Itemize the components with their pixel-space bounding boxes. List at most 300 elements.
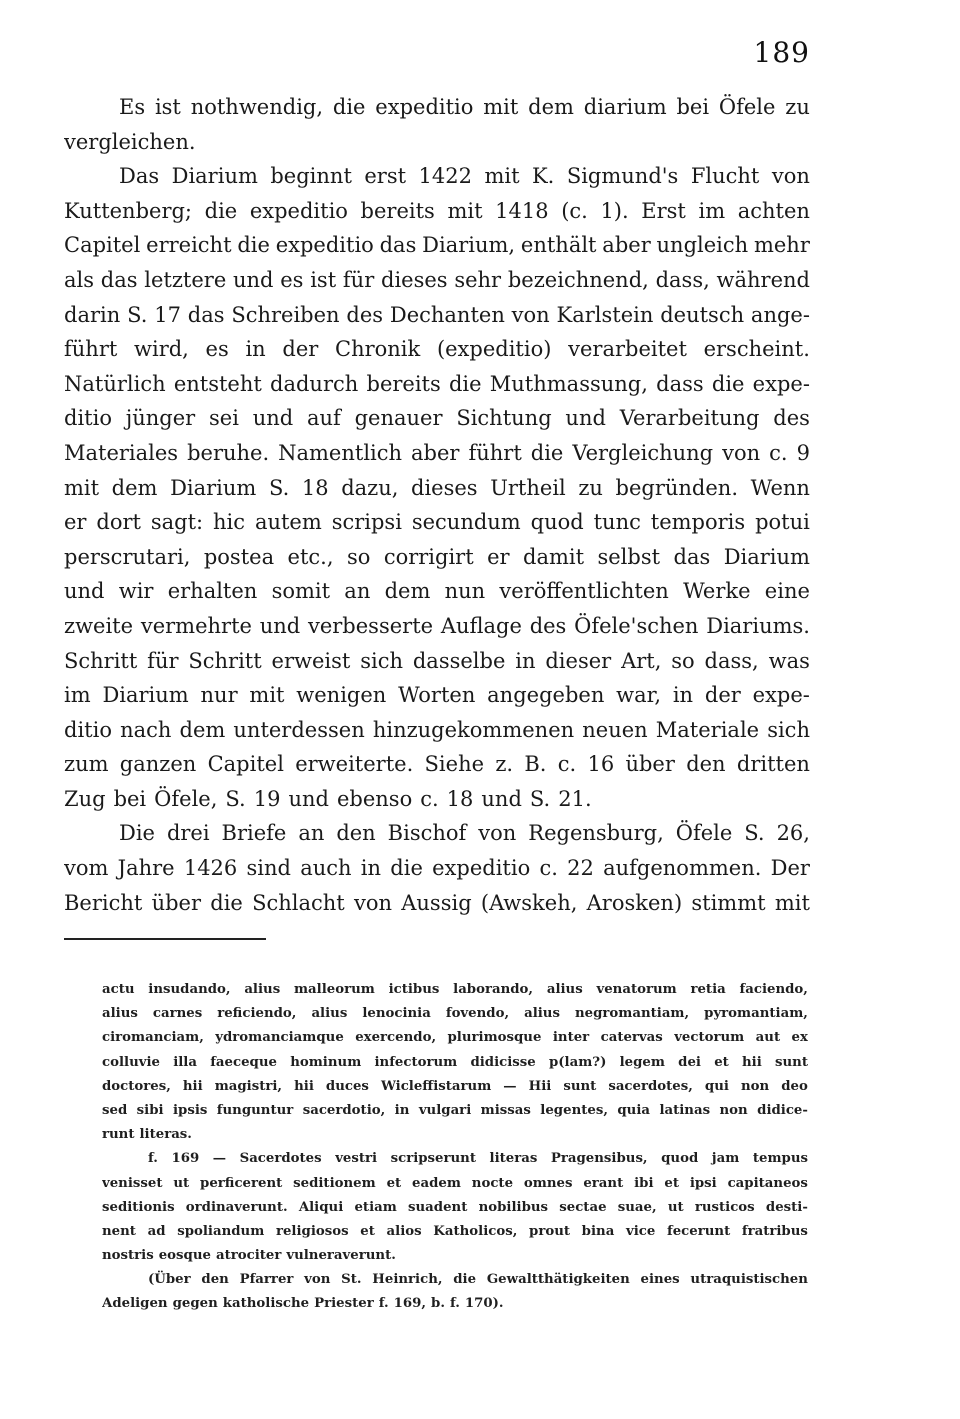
text-line (64, 90, 810, 125)
word: Bischof (387, 821, 467, 846)
text-line (64, 782, 810, 817)
word: exercendo, (355, 1030, 437, 1046)
text-line (64, 159, 810, 194)
word: es (205, 337, 229, 362)
word: Diarium (723, 544, 810, 569)
word: für (342, 267, 375, 292)
word: sunt (775, 1054, 808, 1070)
footnote-line (102, 1002, 808, 1026)
word: in (245, 337, 266, 362)
word: während (716, 267, 810, 292)
word: legentes, (540, 1102, 608, 1118)
word: wenigen (296, 683, 387, 708)
word: K. (531, 164, 555, 189)
word: vom (64, 856, 109, 881)
word: alius (102, 1006, 138, 1022)
word: gegen (172, 1296, 218, 1312)
word: alius (311, 1006, 348, 1022)
word: angegeben (487, 683, 605, 708)
word: von (511, 302, 550, 327)
word: bei (113, 786, 147, 811)
word: von (353, 890, 392, 915)
word: ipsi (689, 1175, 717, 1191)
word: stimmt (691, 890, 766, 915)
word: dasselbe (412, 648, 506, 673)
word: nostris (102, 1248, 154, 1264)
word: f. (148, 1151, 158, 1167)
word: und (288, 786, 329, 811)
word: verbesserte (307, 613, 434, 638)
word: plurimosque (447, 1030, 542, 1046)
word: lenocinia (362, 1006, 431, 1022)
word: die (390, 856, 423, 881)
word: erst (364, 164, 407, 189)
word: des (346, 302, 384, 327)
word: quia (617, 1102, 651, 1118)
text-line (64, 401, 810, 436)
word: zu (578, 475, 603, 500)
word: Zug (64, 786, 106, 811)
word: und (233, 267, 274, 292)
word: St. (341, 1272, 362, 1288)
word: die (711, 371, 745, 396)
word: Priester (314, 1296, 374, 1312)
word: hii (294, 1078, 314, 1094)
word: von (771, 164, 810, 189)
word: von (478, 821, 517, 846)
word: eosque (158, 1248, 211, 1264)
word: ydromanciamque (215, 1030, 344, 1046)
word: den (336, 821, 376, 846)
word: scripsi (331, 510, 402, 535)
word: erant (583, 1175, 624, 1191)
word: sagt: (150, 510, 204, 535)
word: quod (530, 510, 584, 535)
word: z. (495, 752, 514, 777)
word: qui (704, 1078, 729, 1094)
word: laborando, (453, 982, 534, 997)
word: non (740, 1078, 770, 1094)
word: den (201, 1272, 229, 1288)
word: ibi (634, 1175, 654, 1191)
word: Öfele'schen (574, 613, 699, 638)
word: bei (676, 95, 710, 119)
word: sind (246, 856, 291, 881)
word: eine (764, 579, 810, 604)
word: c. (769, 440, 788, 465)
word: so (671, 648, 695, 673)
word: hinzugekommenen (372, 717, 575, 742)
word: es (280, 267, 304, 292)
word: Schritt (64, 648, 138, 673)
word: omnes (523, 1175, 573, 1191)
word: S. (225, 786, 246, 811)
text-line (64, 886, 810, 921)
word: dadurch (270, 371, 359, 396)
word: expeditio (275, 233, 374, 258)
word: Aussig (401, 890, 472, 915)
word: 18 (446, 786, 474, 811)
word: magistri, (214, 1078, 283, 1094)
word: alius (524, 1006, 560, 1022)
word: Das (119, 164, 160, 189)
word: b. (431, 1296, 445, 1312)
word: insudando, (148, 982, 231, 997)
page-number: 189 (753, 36, 810, 69)
word: Arosken) (586, 890, 683, 915)
word: secundum (411, 510, 521, 535)
word: Katholicos, (433, 1223, 518, 1239)
word: missas (480, 1102, 531, 1118)
word: auch (300, 856, 352, 881)
word: Briefe (221, 821, 287, 846)
word: 1422 (418, 164, 472, 189)
word: inter (552, 1030, 590, 1046)
word: (c. (561, 198, 588, 223)
word: eines (640, 1272, 680, 1288)
word: 17 (154, 302, 181, 327)
word: bezeichnend, (507, 267, 649, 292)
word: zweite (64, 613, 134, 638)
word: faciendo, (739, 982, 808, 997)
word: vice (625, 1223, 656, 1239)
word: hii (182, 1078, 203, 1094)
word: er (64, 510, 87, 535)
word: Materiale (655, 717, 760, 742)
word: literas. (139, 1127, 192, 1143)
word: Urtheil (490, 475, 566, 500)
word: capitaneos (727, 1175, 808, 1191)
word: Dechanten (389, 302, 505, 327)
word: von (304, 1272, 331, 1288)
word: dieser (545, 648, 612, 673)
word: ange- (750, 302, 810, 327)
word: sacerdotio, (302, 1102, 386, 1118)
word: Verarbeitung (619, 406, 760, 431)
word: Pragensibus, (550, 1151, 648, 1167)
word: enthält (520, 233, 597, 258)
word: Schritt (188, 648, 262, 673)
word: den (686, 752, 726, 777)
word: Öfele, (154, 786, 218, 811)
word: atrociter (215, 1248, 282, 1264)
word: aber (411, 440, 460, 465)
word: S. (268, 475, 290, 500)
word: utraquistischen (690, 1272, 808, 1288)
word: nobilibus (478, 1199, 549, 1215)
word: runt (102, 1127, 135, 1143)
word: Der (770, 856, 810, 881)
word: actu (102, 982, 135, 997)
word: erscheint. (703, 337, 810, 362)
footnote-line (102, 1220, 808, 1244)
word: hominum (290, 1054, 362, 1070)
word: beginnt (270, 164, 352, 189)
word: katholische (222, 1296, 310, 1312)
text-line (64, 609, 810, 644)
word: religiosos (275, 1223, 349, 1239)
word: ist (310, 267, 337, 292)
word: Sigmund's (566, 164, 679, 189)
word: dort (96, 510, 141, 535)
word: 16 (587, 752, 615, 777)
word: die (237, 233, 270, 258)
word: diarium (583, 95, 667, 119)
word: nothwendig, (190, 95, 324, 119)
footnote-line (102, 1075, 808, 1099)
word: perficerent (200, 1175, 283, 1191)
word: ad (147, 1223, 166, 1239)
word: tempus (752, 1151, 808, 1167)
footnote-line (102, 1123, 808, 1147)
word: dass (656, 371, 704, 396)
word: Sichtung (456, 406, 552, 431)
word: letztere (144, 267, 227, 292)
word: rusticos (694, 1199, 755, 1215)
word: 170). (464, 1296, 504, 1312)
word: vulgari (418, 1102, 472, 1118)
word: ditio (64, 406, 112, 431)
footnotes-body (102, 978, 808, 1317)
word: faeceque (210, 1054, 277, 1070)
word: an (344, 579, 371, 604)
word: doctores, (102, 1078, 171, 1094)
word: desti- (765, 1199, 808, 1215)
footnote-line (102, 1172, 808, 1196)
word: in (672, 683, 694, 708)
footnote-line (102, 1099, 808, 1123)
word: Art, (621, 648, 662, 673)
word: alius (244, 982, 281, 997)
word: Hii (528, 1078, 552, 1094)
word: 18 (301, 475, 329, 500)
word: Capitel (64, 233, 141, 258)
word: sacerdotes, (608, 1078, 693, 1094)
word: funguntur (216, 1102, 294, 1118)
text-line (64, 747, 810, 782)
word: Aliqui (298, 1199, 344, 1215)
word: in (394, 1102, 410, 1118)
word: der (704, 683, 741, 708)
word: dritten (736, 752, 810, 777)
word: zu (785, 95, 810, 119)
word: selbst (597, 544, 661, 569)
word: im (64, 683, 91, 708)
word: 21. (558, 786, 592, 811)
word: ungleich (656, 233, 749, 258)
word: Pfarrer (239, 1272, 294, 1288)
word: seditionem (293, 1175, 376, 1191)
word: das (100, 267, 138, 292)
word: venatorum (596, 982, 677, 997)
word: non (719, 1102, 748, 1118)
word: in (515, 648, 536, 673)
word: 169 (171, 1151, 200, 1167)
word: 26, (776, 821, 810, 846)
main-text-body (64, 90, 810, 920)
word: dass, (704, 648, 759, 673)
word: c. (420, 786, 439, 811)
text-line (64, 816, 810, 851)
word: verarbeitet (568, 337, 687, 362)
text-line (64, 851, 810, 886)
word: illa (173, 1054, 197, 1070)
word: suae, (617, 1199, 657, 1215)
word: Öfele (675, 821, 733, 846)
word: Karlstein (556, 302, 654, 327)
word: erweiterte. (295, 752, 414, 777)
word: temporis (650, 510, 746, 535)
word: Die (119, 821, 155, 846)
word: nent (102, 1223, 136, 1239)
word: carnes (152, 1006, 203, 1022)
word: S. (127, 302, 148, 327)
word: bereits (360, 198, 435, 223)
text-line (64, 574, 810, 609)
word: nach (120, 717, 172, 742)
word: venisset (102, 1175, 163, 1191)
footnote-line (102, 1196, 808, 1220)
word: die (204, 198, 238, 223)
word: sei (209, 406, 239, 431)
word: ipsis (172, 1102, 208, 1118)
word: alius (546, 982, 583, 997)
text-line (64, 228, 810, 263)
word: Es (119, 95, 146, 119)
word: aut (755, 1030, 781, 1046)
word: negromantiam, (574, 1006, 690, 1022)
word: sed (102, 1102, 128, 1118)
footnote-line (102, 1244, 808, 1268)
word: er (487, 544, 510, 569)
word: dem (111, 475, 158, 500)
word: deutsch (660, 302, 745, 327)
word: dass, (655, 267, 710, 292)
word: das (673, 544, 711, 569)
word: an (298, 821, 325, 846)
word: wir (118, 579, 154, 604)
word: ictibus (388, 982, 440, 997)
word: eadem (412, 1175, 461, 1191)
word: et (360, 1223, 375, 1239)
word: mit (64, 475, 100, 500)
word: unterdessen (233, 717, 365, 742)
word: 169, (393, 1296, 427, 1312)
word: Natürlich (64, 371, 166, 396)
word: etiam (354, 1199, 397, 1215)
word: sectae (559, 1199, 607, 1215)
text-line (64, 436, 810, 471)
word: für (147, 648, 179, 673)
word: Vergleichung (572, 440, 714, 465)
word: sich (767, 717, 810, 742)
word: dazu, (341, 475, 399, 500)
word: dem (384, 579, 431, 604)
word: ordinaverunt. (185, 1199, 288, 1215)
word: Gewaltthätigkeiten (486, 1272, 630, 1288)
word: neuen (582, 717, 648, 742)
word: (Awskeh, (480, 890, 578, 915)
word: quod (661, 1151, 699, 1167)
word: das (187, 302, 225, 327)
word: hic (213, 510, 246, 535)
word: hii (742, 1054, 762, 1070)
word: c. (539, 856, 558, 881)
word: vergleichen. (64, 129, 196, 154)
word: autem (254, 510, 322, 535)
word: ebenso (336, 786, 413, 811)
word: pyromantiam, (704, 1006, 808, 1022)
footnote-divider (64, 938, 266, 940)
word: reficiendo, (217, 1006, 297, 1022)
word: duces (325, 1078, 369, 1094)
word: nun (444, 579, 486, 604)
word: S. (529, 786, 551, 811)
footnote-line (102, 1268, 808, 1292)
word: fratribus (741, 1223, 808, 1239)
word: tunc (593, 510, 641, 535)
footnote-line (102, 1026, 808, 1050)
word: Diarium (170, 475, 257, 500)
word: ganzen (119, 752, 197, 777)
word: drei (166, 821, 210, 846)
word: S. (744, 821, 765, 846)
word: et (714, 1054, 729, 1070)
word: die (530, 440, 564, 465)
word: sich (360, 648, 403, 673)
word: deo (781, 1078, 808, 1094)
word: ciromanciam, (102, 1030, 204, 1046)
word: veröffentlichten (499, 579, 669, 604)
word: Flucht (690, 164, 760, 189)
word: postea (203, 544, 275, 569)
word: erreicht (146, 233, 232, 258)
word: Schlacht (252, 890, 345, 915)
word: Muthmassung, (489, 371, 648, 396)
word: im (698, 198, 726, 223)
word: expe- (752, 683, 810, 708)
word: Diarium (171, 164, 258, 189)
word: ex (791, 1030, 808, 1046)
word: wird, (134, 337, 189, 362)
word: Capitel (207, 752, 284, 777)
text-line (64, 678, 810, 713)
word: ist (154, 95, 181, 119)
word: die (453, 1272, 477, 1288)
word: in (360, 856, 382, 881)
word: Erst (641, 198, 686, 223)
word: nur (200, 683, 238, 708)
word: (Über (148, 1272, 191, 1288)
word: vectorum (674, 1030, 745, 1046)
word: c. (557, 752, 577, 777)
word: und (481, 786, 522, 811)
word: didice- (757, 1102, 808, 1118)
word: mit (447, 198, 483, 223)
word: ditio (64, 717, 112, 742)
word: vestri (335, 1151, 378, 1167)
word: zum (64, 752, 109, 777)
word: des (529, 613, 567, 638)
word: perscrutari, (64, 544, 191, 569)
word: und (64, 579, 105, 604)
word: nocte (471, 1175, 514, 1191)
word: Diarium (102, 683, 189, 708)
word: — (212, 1151, 227, 1167)
word: literas (489, 1151, 538, 1167)
word: aufgenommen. (603, 856, 762, 881)
text-line (64, 505, 810, 540)
